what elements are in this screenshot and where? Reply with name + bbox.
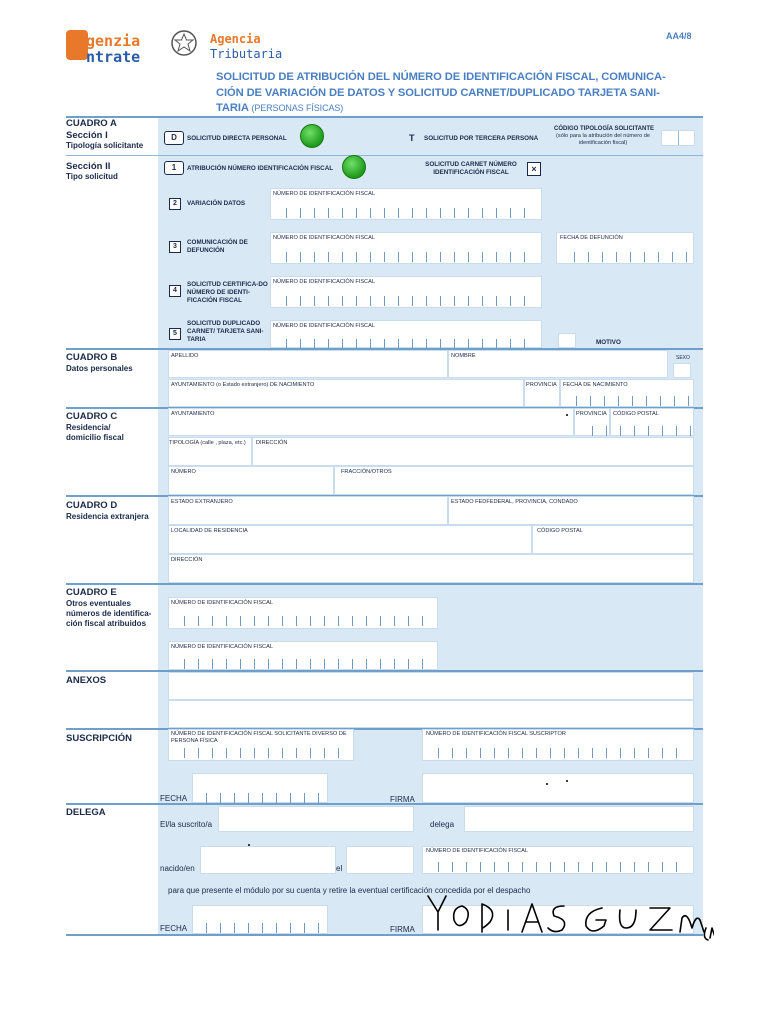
- sexo-label: SEXO: [676, 355, 690, 361]
- digit-ticks: [206, 923, 322, 933]
- delega-title: DELEGA: [66, 807, 106, 818]
- cuadro-c-sub1: Residencia/: [66, 423, 111, 432]
- fecha-delega-label: FECHA: [160, 924, 188, 933]
- option-5-label: SOLICITUD DUPLICADO CARNET/ TARJETA SANI-TARIA: [187, 320, 264, 343]
- numero-label: NÚMERO: [171, 469, 196, 475]
- logo-text-2: ntrate: [86, 48, 141, 66]
- divider: [66, 155, 703, 156]
- ayuntamiento-nac-label: AYUNTAMIENTO (o Estado extranjero) DE NACIMIENTO: [171, 382, 315, 388]
- ayuntamiento-res-label: AYUNTAMIENTO: [171, 411, 215, 417]
- nif-suscriptor-label: NÚMERO DE IDENTIFICACIÓN FISCAL SUSCRIPTOR: [426, 731, 566, 737]
- digit-ticks: [286, 296, 538, 306]
- sexo-field[interactable]: [673, 363, 691, 378]
- delega-field[interactable]: [464, 806, 694, 832]
- cp-ext-label: CÓDIGO POSTAL: [537, 528, 583, 534]
- nif-delega-label: NÚMERO DE IDENTIFICACIÓN FISCAL: [426, 848, 528, 854]
- carnet-checkbox[interactable]: ×: [527, 162, 541, 176]
- nif-atribuido-2-label: NÚMERO DE IDENTIFICACIÓN FISCAL: [171, 644, 273, 650]
- option-2-checkbox[interactable]: 2: [169, 198, 181, 210]
- section-2-sub: Tipo solicitud: [66, 172, 118, 181]
- option-2-label: VARIACIÓN DATOS: [187, 200, 246, 207]
- nacido-field[interactable]: [200, 846, 336, 874]
- fraccion-label: FRACCIÓN/OTROS: [341, 469, 392, 475]
- digit-ticks: [574, 252, 690, 262]
- nacido-label: nacido/en: [160, 864, 195, 873]
- nif-diverso-label: NÚMERO DE IDENTIFICACIÓN FISCAL SOLICITANTE DIVERSO DE PERSONA FÍSICA: [171, 731, 347, 744]
- digit-ticks: [206, 793, 322, 803]
- divider: [66, 116, 703, 118]
- ink-dot: [566, 780, 568, 782]
- option-d-label: SOLICITUD DIRECTA PERSONAL: [187, 135, 287, 142]
- el-label: el: [336, 864, 343, 873]
- ink-dot: [546, 783, 548, 785]
- nif-label: NÚMERO DE IDENTIFICACIÓN FISCAL: [273, 323, 375, 329]
- direccion-res-label: DIRECCIÓN: [256, 440, 288, 446]
- carnet-label: SOLICITUD CARNET NÚMERO IDENTIFICACIÓN FISCAL: [425, 161, 517, 176]
- cuadro-b-title: CUADRO B: [66, 352, 118, 363]
- suscrito-label: El/la suscrito/a: [160, 820, 213, 829]
- fecha-defuncion-label: FECHA DE DEFUNCIÓN: [560, 235, 623, 241]
- form-title: [216, 70, 686, 117]
- fecha-suscripcion-label: FECHA: [160, 794, 188, 803]
- section-1-sub: Tipología solicitante: [66, 141, 144, 150]
- divider: [66, 803, 703, 805]
- nombre-label: NOMBRE: [451, 353, 476, 359]
- agency-name-2: Tributaria: [210, 47, 283, 61]
- field-separator: [678, 131, 679, 145]
- nombre-field[interactable]: [448, 350, 668, 378]
- motivo-field[interactable]: [558, 333, 576, 348]
- digit-ticks: [438, 862, 690, 872]
- option-d-checkbox[interactable]: D: [164, 131, 184, 145]
- delega-text: para que presente el módulo por su cuenta y retire la eventual certificación concedida por el despacho: [168, 886, 531, 895]
- option-4-label: SOLICITUD CERTIFICA-DO NÚMERO DE IDENTI-FICACIÓN FISCAL: [187, 281, 268, 304]
- option-3-checkbox[interactable]: 3: [169, 241, 181, 253]
- divider: [66, 583, 703, 585]
- estado-fed-label: ESTADO FEDFEDERAL, PROVINCIA, CONDADO: [451, 499, 578, 505]
- nif-label: NÚMERO DE IDENTIFICACIÓN FISCAL: [273, 235, 375, 241]
- digit-ticks: [286, 339, 538, 349]
- logo-text-1: genzia: [86, 32, 141, 50]
- option-4-checkbox[interactable]: 4: [169, 285, 181, 297]
- cp-res-label: CÓDIGO POSTAL: [613, 411, 659, 417]
- direccion-ext-label: DIRECCIÓN: [171, 557, 203, 563]
- form-title-sub: (PERSONAS FÍSICAS): [251, 103, 344, 113]
- tipologia-label: TIPOLOGÍA (calle , plaza, etc.): [169, 440, 246, 446]
- anexos-field-1[interactable]: [168, 672, 694, 700]
- cuadro-d-title: CUADRO D: [66, 500, 118, 511]
- provincia-nac-label: PROVINCIA: [526, 382, 557, 388]
- anexos-title: ANEXOS: [66, 675, 107, 686]
- cuadro-a-title: CUADRO A: [66, 118, 117, 129]
- estado-ext-label: ESTADO EXTRANJERO: [171, 499, 233, 505]
- option-5-checkbox[interactable]: 5: [169, 328, 181, 340]
- option-t-code[interactable]: T: [409, 133, 415, 143]
- codigo-tipologia-note: (sólo para la atribución del número de identificación fiscal): [556, 133, 650, 146]
- digit-ticks: [286, 208, 538, 218]
- section-1-title: Sección I: [66, 130, 108, 141]
- apellido-field[interactable]: [168, 350, 448, 378]
- digit-ticks: [438, 748, 690, 758]
- apellido-label: APELLIDO: [171, 353, 199, 359]
- cuadro-d-sub: Residencia extranjera: [66, 512, 149, 521]
- option-3-label: COMUNICACIÓN DE DEFUNCIÓN: [187, 239, 248, 254]
- nif-atribuido-1-label: NÚMERO DE IDENTIFICACIÓN FISCAL: [171, 600, 273, 606]
- cuadro-b-sub: Datos personales: [66, 364, 133, 373]
- digit-ticks: [184, 659, 436, 669]
- cuadro-e-title: CUADRO E: [66, 587, 117, 598]
- agency-name-1: Agencia: [210, 32, 261, 46]
- firma-delega-label: FIRMA: [390, 925, 415, 934]
- anexos-field-2[interactable]: [168, 700, 694, 728]
- logo-mark-icon: [66, 30, 88, 60]
- nif-label: NÚMERO DE IDENTIFICACIÓN FISCAL: [273, 191, 375, 197]
- delega-label: delega: [430, 820, 455, 829]
- option-1-checkbox[interactable]: 1: [164, 161, 184, 175]
- cuadro-c-title: CUADRO C: [66, 411, 118, 422]
- section-2-title: Sección II: [66, 161, 111, 172]
- digit-ticks: [286, 252, 538, 262]
- form-code: AA4/8: [666, 31, 692, 41]
- handwritten-signature: [424, 888, 714, 948]
- firma-suscripcion-field[interactable]: [422, 773, 694, 803]
- agency-logo: [66, 28, 296, 68]
- cuadro-c-sub2: domicilio fiscal: [66, 433, 124, 442]
- green-mark-icon: [342, 155, 366, 179]
- fecha-nacido-field[interactable]: [346, 846, 414, 874]
- digit-ticks: [184, 616, 436, 626]
- ink-dot: [566, 414, 568, 416]
- nif-label: NÚMERO DE IDENTIFICACIÓN FISCAL: [273, 279, 375, 285]
- suscripcion-title: SUSCRIPCIÓN: [66, 733, 132, 744]
- cuadro-e-sub: Otros eventuales números de identifica-ción fiscal atribuidos: [66, 599, 152, 628]
- suscrito-field[interactable]: [218, 806, 414, 832]
- option-t-label: SOLICITUD POR TERCERA PERSONA: [424, 135, 539, 142]
- fecha-nac-label: FECHA DE NACIMIENTO: [563, 382, 628, 388]
- digit-ticks: [576, 396, 692, 406]
- provincia-res-label: PROVINCIA: [576, 411, 607, 417]
- direccion-ext-field[interactable]: [168, 554, 694, 583]
- form-title-main: SOLICITUD DE ATRIBUCIÓN DEL NÚMERO DE IDENTIFICACIÓN FISCAL, COMUNICA-CIÓN DE VARIACIÓN DE DATOS Y SOLICITUD CARNET/DUPLICADO TARJETA SANI-TARIA: [216, 71, 666, 114]
- republic-seal-icon: [170, 28, 198, 58]
- digit-ticks: [592, 426, 692, 436]
- ayuntamiento-res-field[interactable]: [168, 408, 574, 436]
- direccion-res-field[interactable]: [252, 437, 694, 466]
- localidad-label: LOCALIDAD DE RESIDENCIA: [171, 528, 248, 534]
- digit-ticks: [184, 748, 352, 758]
- codigo-tipologia-title: CÓDIGO TIPOLOGÍA SOLICITANTE: [554, 126, 654, 132]
- option-1-label: ATRIBUCIÓN NÚMERO IDENTIFICACIÓN FISCAL: [187, 165, 334, 172]
- motivo-label: MOTIVO: [596, 339, 621, 346]
- firma-suscripcion-label: FIRMA: [390, 795, 415, 804]
- green-mark-icon: [300, 124, 324, 148]
